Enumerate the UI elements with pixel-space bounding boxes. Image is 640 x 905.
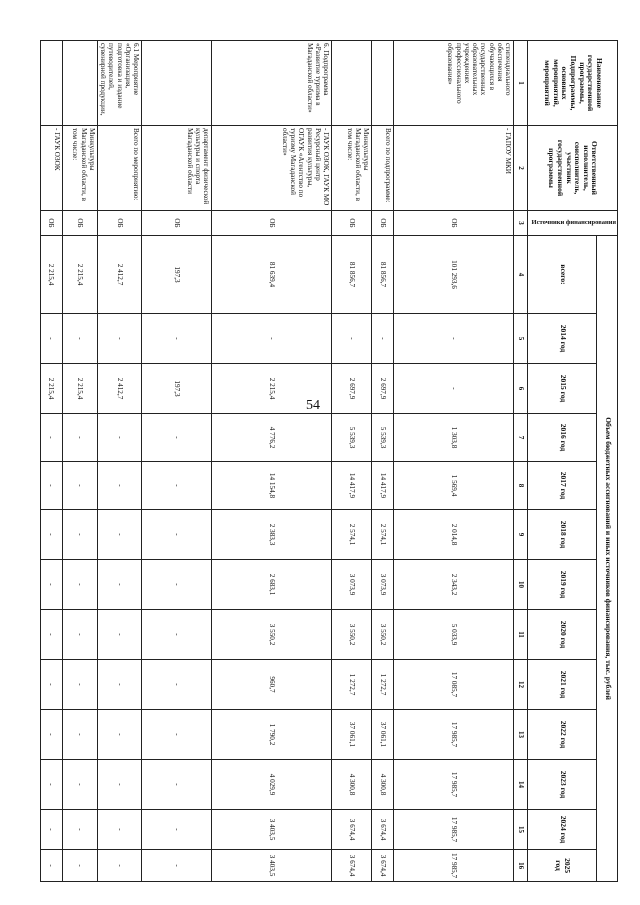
responsible-cell: Минкультуры Магаданской области, в том числе: [62,126,97,211]
value-cell: - [394,314,514,364]
value-cell: - [40,710,62,760]
value-cell: - [97,850,141,882]
value-cell: - [40,314,62,364]
column-number: 8 [514,462,528,510]
value-cell: 3 550,2 [332,610,372,660]
value-cell: 2 215,4 [62,364,97,414]
value-cell: 81 639,4 [212,236,332,314]
column-number: 4 [514,236,528,314]
value-cell: 2 697,9 [332,364,372,414]
value-cell: - [40,610,62,660]
column-number: 13 [514,710,528,760]
table-row [62,41,97,882]
value-cell: 5 033,9 [394,610,514,660]
value-cell: - [142,810,212,850]
column-number: 9 [514,510,528,560]
value-cell: 960,7 [212,660,332,710]
value-cell: - [97,710,141,760]
header-source: Источники финансирования [528,211,618,236]
value-cell: 3 674,4 [372,810,394,850]
value-cell: - [142,414,212,462]
value-cell: 81 856,7 [372,236,394,314]
value-cell: - [40,510,62,560]
value-cell: - [142,710,212,760]
column-number: 12 [514,660,528,710]
responsible-cell: Минкультуры Магаданской области, в том числе: [332,126,372,211]
value-cell: 3 073,9 [332,560,372,610]
value-cell: 2 683,1 [212,560,332,610]
table-row [142,41,212,882]
header-year: 2020 год [528,610,597,660]
responsible-cell: департамент физической культуры и спорта Магаданской области [142,126,212,211]
value-cell: - [62,414,97,462]
header-year: 2018 год [528,510,597,560]
value-cell: 2 215,4 [62,236,97,314]
header-total: всего: [528,236,597,314]
value-cell: - [372,314,394,364]
responsible-cell: - ГАУК ОЗОК [40,126,62,211]
value-cell: - [332,314,372,364]
value-cell: 4 029,9 [212,760,332,810]
value-cell: - [97,560,141,610]
value-cell: - [40,414,62,462]
value-cell: 1 790,2 [212,710,332,760]
column-number: 6 [514,364,528,414]
header-year: 2024 год [528,810,597,850]
value-cell: - [62,660,97,710]
source-cell: ОБ [332,211,372,236]
value-cell: - [97,510,141,560]
program-name-cell: стипендиального обеспечения обучающихся в государственных образовательных учреждениях профессионального образования» [394,41,514,126]
value-cell: 2 697,9 [372,364,394,414]
column-number: 1 [514,41,528,126]
value-cell: 14 417,9 [372,462,394,510]
program-name-cell: 6. Подпрограмма «Развитие туризма в Магаданской области» [212,41,332,126]
value-cell: 5 539,3 [372,414,394,462]
value-cell: - [394,364,514,414]
value-cell: 197,3 [142,236,212,314]
source-cell: ОБ [62,211,97,236]
program-name-cell [372,41,394,126]
table-row [332,41,372,882]
value-cell: 5 539,3 [332,414,372,462]
source-cell: ОБ [394,211,514,236]
responsible-cell: - ГАУК ОЗОК, ГАУК МО Ресурсный центр развития культуры, ОГАУК «Агентство по туризму Магаданской области» [212,126,332,211]
table-row [372,41,394,882]
value-cell: - [142,660,212,710]
value-cell: 4 776,2 [212,414,332,462]
column-number: 11 [514,610,528,660]
value-cell: 2 574,1 [332,510,372,560]
header-year: 2019 год [528,560,597,610]
value-cell: 3 403,5 [212,810,332,850]
value-cell: 3 674,4 [332,810,372,850]
value-cell: 3 073,9 [372,560,394,610]
header-year: 2023 год [528,760,597,810]
value-cell: - [62,810,97,850]
value-cell: 1 569,4 [394,462,514,510]
value-cell: 14 417,9 [332,462,372,510]
page-number: 54 [306,398,320,413]
table-row [97,41,141,882]
rotated-page [47,40,618,881]
value-cell: 2 412,7 [97,364,141,414]
value-cell: - [62,610,97,660]
value-cell: 14 154,8 [212,462,332,510]
value-cell: 17 985,7 [394,850,514,882]
value-cell: - [97,660,141,710]
column-number: 10 [514,560,528,610]
value-cell: - [40,560,62,610]
value-cell: - [97,610,141,660]
value-cell: - [142,510,212,560]
header-year: 2025 год [528,850,597,882]
value-cell: - [40,810,62,850]
value-cell: 2 215,4 [40,364,62,414]
value-cell: 1 303,8 [394,414,514,462]
column-number: 5 [514,314,528,364]
column-number: 7 [514,414,528,462]
program-name-cell [40,41,62,126]
responsible-cell: Всего по подпрограмме: [372,126,394,211]
header-year: 2014 год [528,314,597,364]
value-cell: 3 550,2 [372,610,394,660]
value-cell: - [40,462,62,510]
table-row [40,41,62,882]
header-year: 2015 год [528,364,597,414]
program-name-cell [142,41,212,126]
value-cell: - [142,462,212,510]
value-cell: - [97,810,141,850]
source-cell: ОБ [97,211,141,236]
header-year: 2021 год [528,660,597,710]
value-cell: - [142,610,212,660]
value-cell: - [62,462,97,510]
value-cell: - [40,760,62,810]
value-cell: - [40,660,62,710]
header-responsible: Ответственный исполнитель, соисполнитель, участник государственной программы [528,126,618,211]
table-row [212,41,332,882]
program-name-cell: 6.1 Мероприятие «Организация, подготовка и издание путеводителей, сувенирной продукции, [97,41,141,126]
value-cell: 3 674,4 [372,850,394,882]
value-cell: 17 085,7 [394,660,514,710]
responsible-cell: Всего по мероприятию: [97,126,141,211]
header-year: 2017 год [528,462,597,510]
source-cell: ОБ [212,211,332,236]
value-cell: 2 574,1 [372,510,394,560]
value-cell: 37 061,1 [332,710,372,760]
value-cell: 4 300,8 [372,760,394,810]
value-cell: 17 985,7 [394,710,514,760]
value-cell: 17 985,7 [394,810,514,850]
value-cell: 2 343,2 [394,560,514,610]
value-cell: 1 272,7 [332,660,372,710]
source-cell: ОБ [372,211,394,236]
value-cell: - [62,710,97,760]
value-cell: - [97,760,141,810]
column-number: 16 [514,850,528,882]
value-cell: - [142,560,212,610]
value-cell: 197,3 [142,364,212,414]
value-cell: 3 403,5 [212,850,332,882]
value-cell: 17 985,7 [394,760,514,810]
value-cell: - [142,760,212,810]
value-cell: - [62,760,97,810]
program-name-cell [62,41,97,126]
value-cell: 1 272,7 [372,660,394,710]
value-cell: - [40,850,62,882]
value-cell: - [97,414,141,462]
value-cell: - [142,850,212,882]
header-funding-title: Объем бюджетных ассигнований и иных источников финансирования, тыс. рублей [597,236,618,882]
value-cell: - [62,850,97,882]
column-number: 3 [514,211,528,236]
value-cell: 3 674,4 [332,850,372,882]
value-cell: 4 300,8 [332,760,372,810]
value-cell: 37 061,1 [372,710,394,760]
funding-table [40,40,618,882]
value-cell: - [212,314,332,364]
value-cell: - [97,462,141,510]
source-cell: ОБ [142,211,212,236]
value-cell: - [62,560,97,610]
header-year: 2016 год [528,414,597,462]
column-number: 15 [514,810,528,850]
value-cell: 81 856,7 [332,236,372,314]
header-year: 2022 год [528,710,597,760]
column-number: 14 [514,760,528,810]
table-row [394,41,514,882]
source-cell: ОБ [40,211,62,236]
value-cell: 2 383,3 [212,510,332,560]
value-cell: - [62,314,97,364]
value-cell: - [142,314,212,364]
program-name-cell [332,41,372,126]
value-cell: 2 215,4 [212,364,332,414]
value-cell: - [97,314,141,364]
value-cell: 3 550,2 [212,610,332,660]
value-cell: 2 412,7 [97,236,141,314]
value-cell: 101 293,6 [394,236,514,314]
value-cell: 2 014,8 [394,510,514,560]
value-cell: 2 215,4 [40,236,62,314]
header-name: Наименование государственной программы, Подпрограммы, основных мероприятий, мероприятий [528,41,618,126]
column-number: 2 [514,126,528,211]
responsible-cell: - ГАПОУ МКИ [394,126,514,211]
value-cell: - [62,510,97,560]
